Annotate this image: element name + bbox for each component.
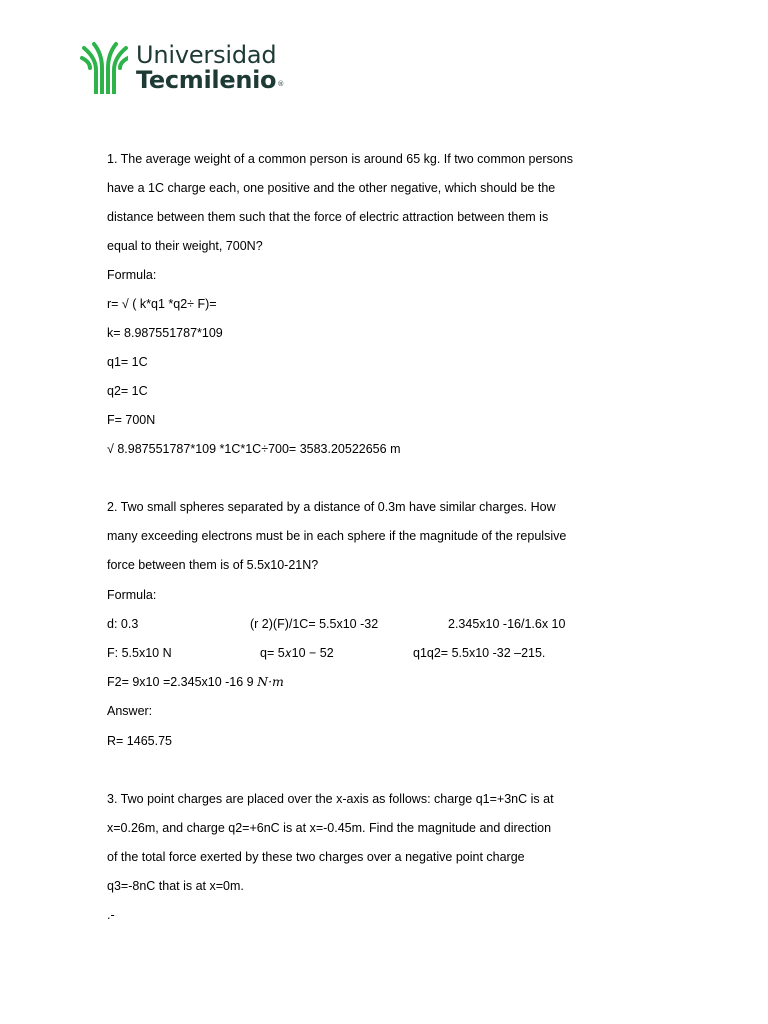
brand-name-line2: Tecmilenio® — [136, 66, 284, 94]
q2-row3-unit: N·m — [257, 674, 284, 689]
q2-answer-label: Answer: — [107, 704, 153, 718]
q2-line-1: 2. Two small spheres separated by a distance of 0.3m have similar charges. How — [107, 500, 556, 514]
q2-formula-label: Formula: — [107, 588, 157, 602]
q1-work-line: q1= 1C — [107, 355, 148, 369]
q2-line-3: force between them is of 5.5x10-21N? — [107, 558, 319, 572]
q2-row1-col3: 2.345x10 -16/1.6x 10 — [448, 617, 566, 631]
q2-row1-col2: (r 2)(F)/1C= 5.5x10 -32 — [250, 617, 379, 631]
q2-row2-col2: q= 5𝑥10 − 52 — [260, 646, 334, 660]
q1-work-line: k= 8.987551787*109 — [107, 326, 223, 340]
q3-line-3: of the total force exerted by these two charges over a negative point charge — [107, 850, 525, 864]
q3-line-4: q3=-8nC that is at x=0m. — [107, 879, 244, 893]
q3-line-1: 3. Two point charges are placed over the x-axis as follows: charge q1=+3nC is at — [107, 792, 554, 806]
registered-mark: ® — [277, 80, 284, 88]
q2-line-2: many exceeding electrons must be in each sphere if the magnitude of the repulsive — [107, 529, 567, 543]
q1-work-line: F= 700N — [107, 413, 156, 427]
q2-row3 — [107, 674, 284, 690]
q3-line-2: x=0.26m, and charge q2=+6nC is at x=-0.45m. Find the magnitude and direction — [107, 821, 552, 835]
q1-result-line: √ 8.987551787*109 *1C*1C÷700= 3583.20522656 m — [107, 442, 401, 456]
q1-line-4: equal to their weight, 700N? — [107, 239, 263, 253]
q1-line-1: 1. The average weight of a common person is around 65 kg. If two common persons — [107, 152, 573, 166]
university-logo — [80, 40, 284, 96]
brand-name-line1: Universidad — [136, 41, 277, 69]
q2-row1-col1: d: 0.3 — [107, 617, 139, 631]
q3-trailing-mark: .- — [107, 908, 115, 922]
q1-work-line: q2= 1C — [107, 384, 148, 398]
q2-row2-col3: q1q2= 5.5x10 -32 –215. — [413, 646, 546, 660]
q2-row2-col1: F: 5.5x10 N — [107, 646, 172, 660]
q1-work-line: r= √ ( k*q1 *q2÷ F)= — [107, 297, 217, 311]
q2-answer: R= 1465.75 — [107, 734, 172, 748]
q1-formula-label: Formula: — [107, 268, 157, 282]
q1-line-3: distance between them such that the force of electric attraction between them is — [107, 210, 549, 224]
q1-line-2: have a 1C charge each, one positive and the other negative, which should be the — [107, 181, 556, 195]
tree-logo-icon — [80, 40, 128, 94]
q2-row3-text: F2= 9x10 =2.345x10 -16 9 — [107, 675, 258, 689]
